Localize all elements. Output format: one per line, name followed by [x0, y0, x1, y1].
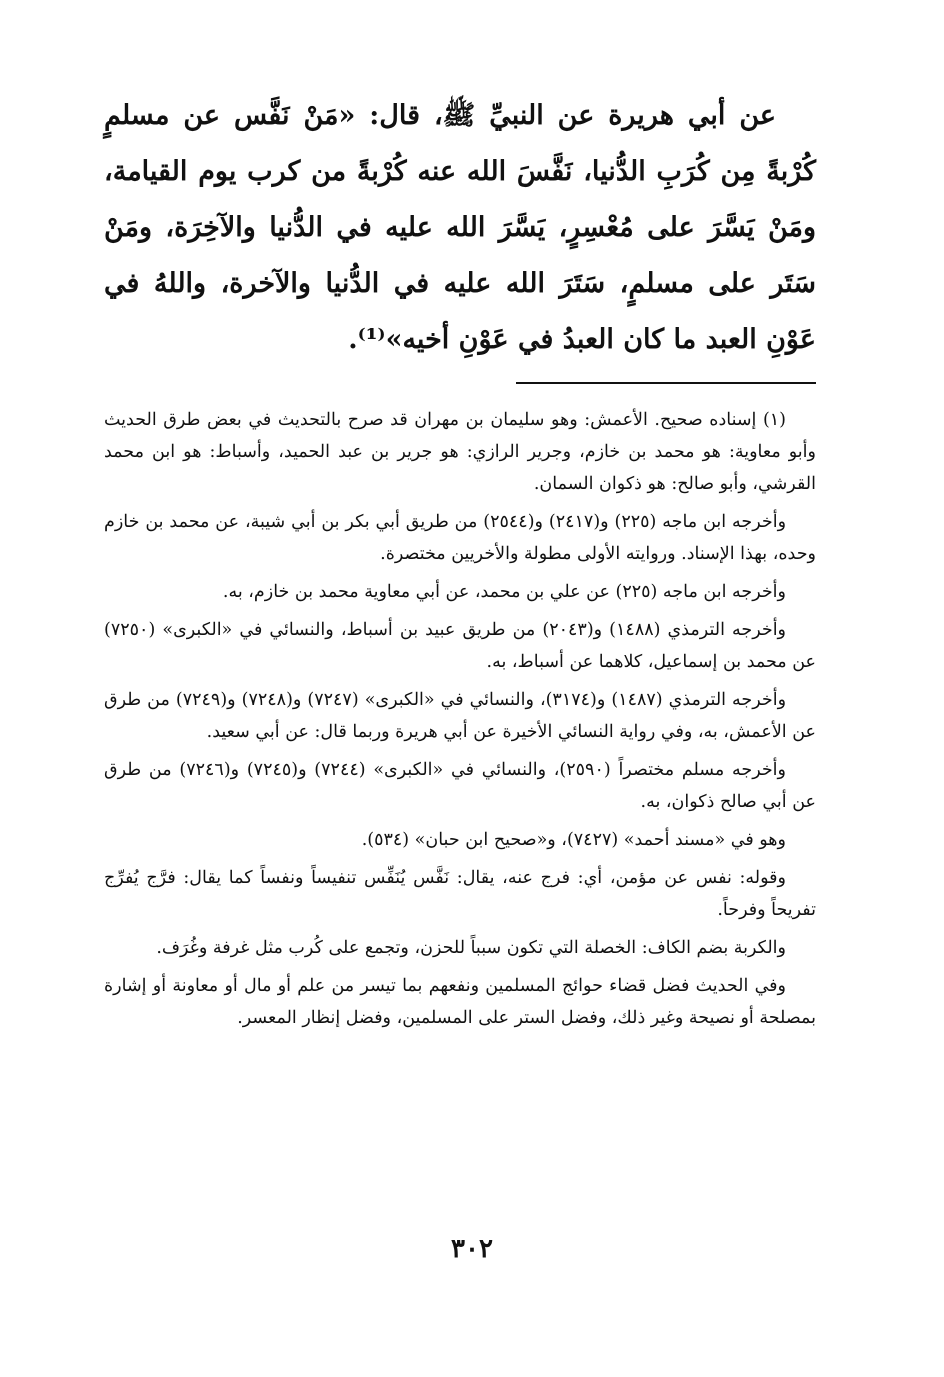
- hadith-paragraph: عن أبي هريرة عن النبيِّ ﷺ، قال: «مَنْ نَفَّس عن مسلمٍ كُرْبةً مِن كُرَبِ الدُّنيا، نَفَّسَ الله عنه كُرْبةً من كرب يوم القيامة، ومَنْ يَسَّرَ على مُعْسِرٍ، يَسَّرَ الله عليه في الدُّنيا والآخِرَة، ومَنْ سَتَر على مسلمٍ، سَتَرَ الله عليه في الدُّنيا والآخرة، واللهُ في عَوْنِ العبد ما كان العبدُ في عَوْنِ أخيه»⁽¹⁾.: [104, 100, 816, 355]
- footnote-paragraph: وأخرجه مسلم مختصراً (٢٥٩٠)، والنسائي في «الكبرى» (٧٢٤٤) و(٧٢٤٥) و(٧٢٤٦) من طرق عن أبي صالح ذكوان، به.: [104, 760, 816, 812]
- footnote-paragraph: وأخرجه الترمذي (١٤٨٧) و(٣١٧٤)، والنسائي في «الكبرى» (٧٢٤٧) و(٧٢٤٨) و(٧٢٤٩) من طرق عن الأعمش، به، وفي رواية النسائي الأخيرة عن أبي هريرة وربما قال: عن أبي سعيد.: [104, 690, 816, 742]
- footnote-paragraph: وفي الحديث فضل قضاء حوائج المسلمين ونفعهم بما تيسر من علم أو مال أو معاونة أو إشارة بمصلحة أو نصيحة وغير ذلك، وفضل الستر على المسلمين، وفضل إنظار المعسر.: [104, 976, 816, 1028]
- footnote-paragraph: وهو في «مسند أحمد» (٧٤٢٧)، و«صحيح ابن حبان» (٥٣٤).: [361, 830, 786, 850]
- footnote-paragraph: والكربة بضم الكاف: الخصلة التي تكون سبباً للحزن، وتجمع على كُرب مثل غرفة وغُرَف.: [156, 938, 786, 958]
- page-number: ٣٠٢: [451, 1234, 493, 1264]
- footnotes: [104, 404, 816, 1034]
- document-page: [104, 88, 816, 1348]
- footnote-paragraph: وأخرجه ابن ماجه (٢٢٥) و(٢٤١٧) و(٢٥٤٤) من طريق أبي بكر بن أبي شيبة، عن محمد بن خازم وحده، بهذا الإسناد. وروايته الأولى مطولة والأخريين مختصرة.: [104, 512, 816, 564]
- footnote-paragraph: وقوله: نفس عن مؤمن، أي: فرج عنه، يقال: نَفَّس يُنَفِّس تنفيساً ونفساً كما يقال: فرَّج يُفرِّج تفريحاً وفرحاً.: [104, 868, 816, 920]
- footnote-paragraph: وأخرجه الترمذي (١٤٨٨) و(٢٠٤٣) من طريق عبيد بن أسباط، والنسائي في «الكبرى» (٧٢٥٠) عن محمد بن إسماعيل، كلاهما عن أسباط، به.: [104, 620, 816, 672]
- footnote-paragraph: وأخرجه ابن ماجه (٢٢٥) عن علي بن محمد، عن أبي معاوية محمد بن خازم، به.: [222, 582, 786, 602]
- footnote-paragraph: (١) إسناده صحيح. الأعمش: وهو سليمان بن مهران قد صرح بالتحديث في بعض طرق الحديث وأبو معاوية: هو محمد بن خازم، وجرير الرازي: هو جرير بن عبد الحميد، وأسباط: هو ابن محمد القرشي، وأبو صالح: هو ذكوان السمان.: [104, 410, 816, 494]
- footnote-divider: [516, 382, 816, 384]
- hadith-text: [104, 88, 816, 368]
